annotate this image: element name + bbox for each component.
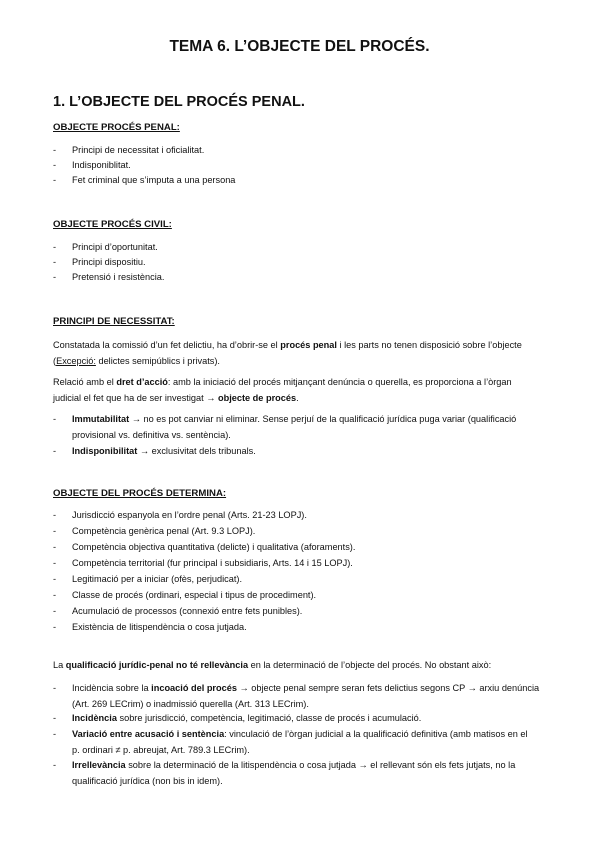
list-item: - Jurisdicció espanyola en l’ordre penal (Arts. 21-23 LOPJ). [53, 510, 307, 520]
list-item: - Indisponiblitat. [53, 160, 131, 170]
list-item: - Acumulació de processos (connexió entre fets punibles). [53, 606, 303, 616]
paragraph: La qualificació jurídic-penal no té rellevància en la determinació de l’objecte del procés. No obstant això: [53, 660, 492, 670]
list-item: - Pretensió i resistència. [53, 272, 165, 282]
subheading-civil: OBJECTE PROCÉS CIVIL: [53, 219, 172, 230]
paragraph: Relació amb el dret d’acció: amb la iniciació del procés mitjançant denúncia o querella, es proporciona a l’òrgan judicial el fet que ha de ser investigat → objecte de procés. [53, 377, 512, 403]
list-item: - Competència objectiva quantitativa (delicte) i qualitativa (aforaments). [53, 542, 356, 552]
list-item: - Principi dispositiu. [53, 257, 146, 267]
list-item: - Competència genèrica penal (Art. 9.3 LOPJ). [53, 526, 256, 536]
subheading-necessitat: PRINCIPI DE NECESSITAT: [53, 316, 175, 327]
list-item: - Legitimació per a iniciar (ofès, perjudicat). [53, 574, 243, 584]
list-item: - Indisponibilitat → exclusivitat dels tribunals. [53, 446, 256, 456]
section-heading: 1. L’OBJECTE DEL PROCÉS PENAL. [53, 94, 305, 110]
document-title: TEMA 6. L’OBJECTE DEL PROCÉS. [169, 38, 430, 55]
subheading-penal: OBJECTE PROCÉS PENAL: [53, 122, 180, 133]
list-item: - Existència de litispendència o cosa jutjada. [53, 622, 247, 632]
list-item: - Fet criminal que s’imputa a una persona [53, 175, 236, 185]
list-item: - Variació entre acusació i sentència: vinculació de l’òrgan judicial a la qualificació definitiva (amb matisos en el p. ordinari ≠ p. abreujat, Art. 789.3 LECrim). [53, 729, 528, 755]
paragraph: Constatada la comissió d’un fet delictiu, ha d’obrir-se el procés penal i les parts no tenen disposició sobre l’objecte (Excepció: delictes semipúblics i privats). [53, 340, 522, 366]
list-item: - Classe de procés (ordinari, especial i tipus de procediment). [53, 590, 317, 600]
list-item: - Principi d’oportunitat. [53, 242, 158, 252]
list-item: - Irrellevància sobre la determinació de la litispendència o cosa jutjada → el rellevant són els fets jutjats, no la qualificació jurídica (non bis in idem). [53, 760, 516, 786]
list-item: - Incidència sobre jurisdicció, competència, legitimació, classe de procés i acumulació. [53, 713, 422, 723]
subheading-determina: OBJECTE DEL PROCÉS DETERMINA: [53, 488, 227, 499]
list-item: - Incidència sobre la incoació del procés → objecte penal sempre seran fets delictius segons CP → arxiu denúncia (Art. 269 LECrim) o inadmissió querella (Art. 313 LECrim). [53, 683, 540, 709]
list-item: - Competència territorial (fur principal i subsidiaris, Arts. 14 i 15 LOPJ). [53, 558, 353, 568]
list-item: - Principi de necessitat i oficialitat. [53, 145, 205, 155]
list-item: - Immutabilitat → no es pot canviar ni eliminar. Sense perjuí de la qualificació jurídica puga variar (qualificació provisional vs. definitiva vs. sentència). [53, 414, 517, 440]
